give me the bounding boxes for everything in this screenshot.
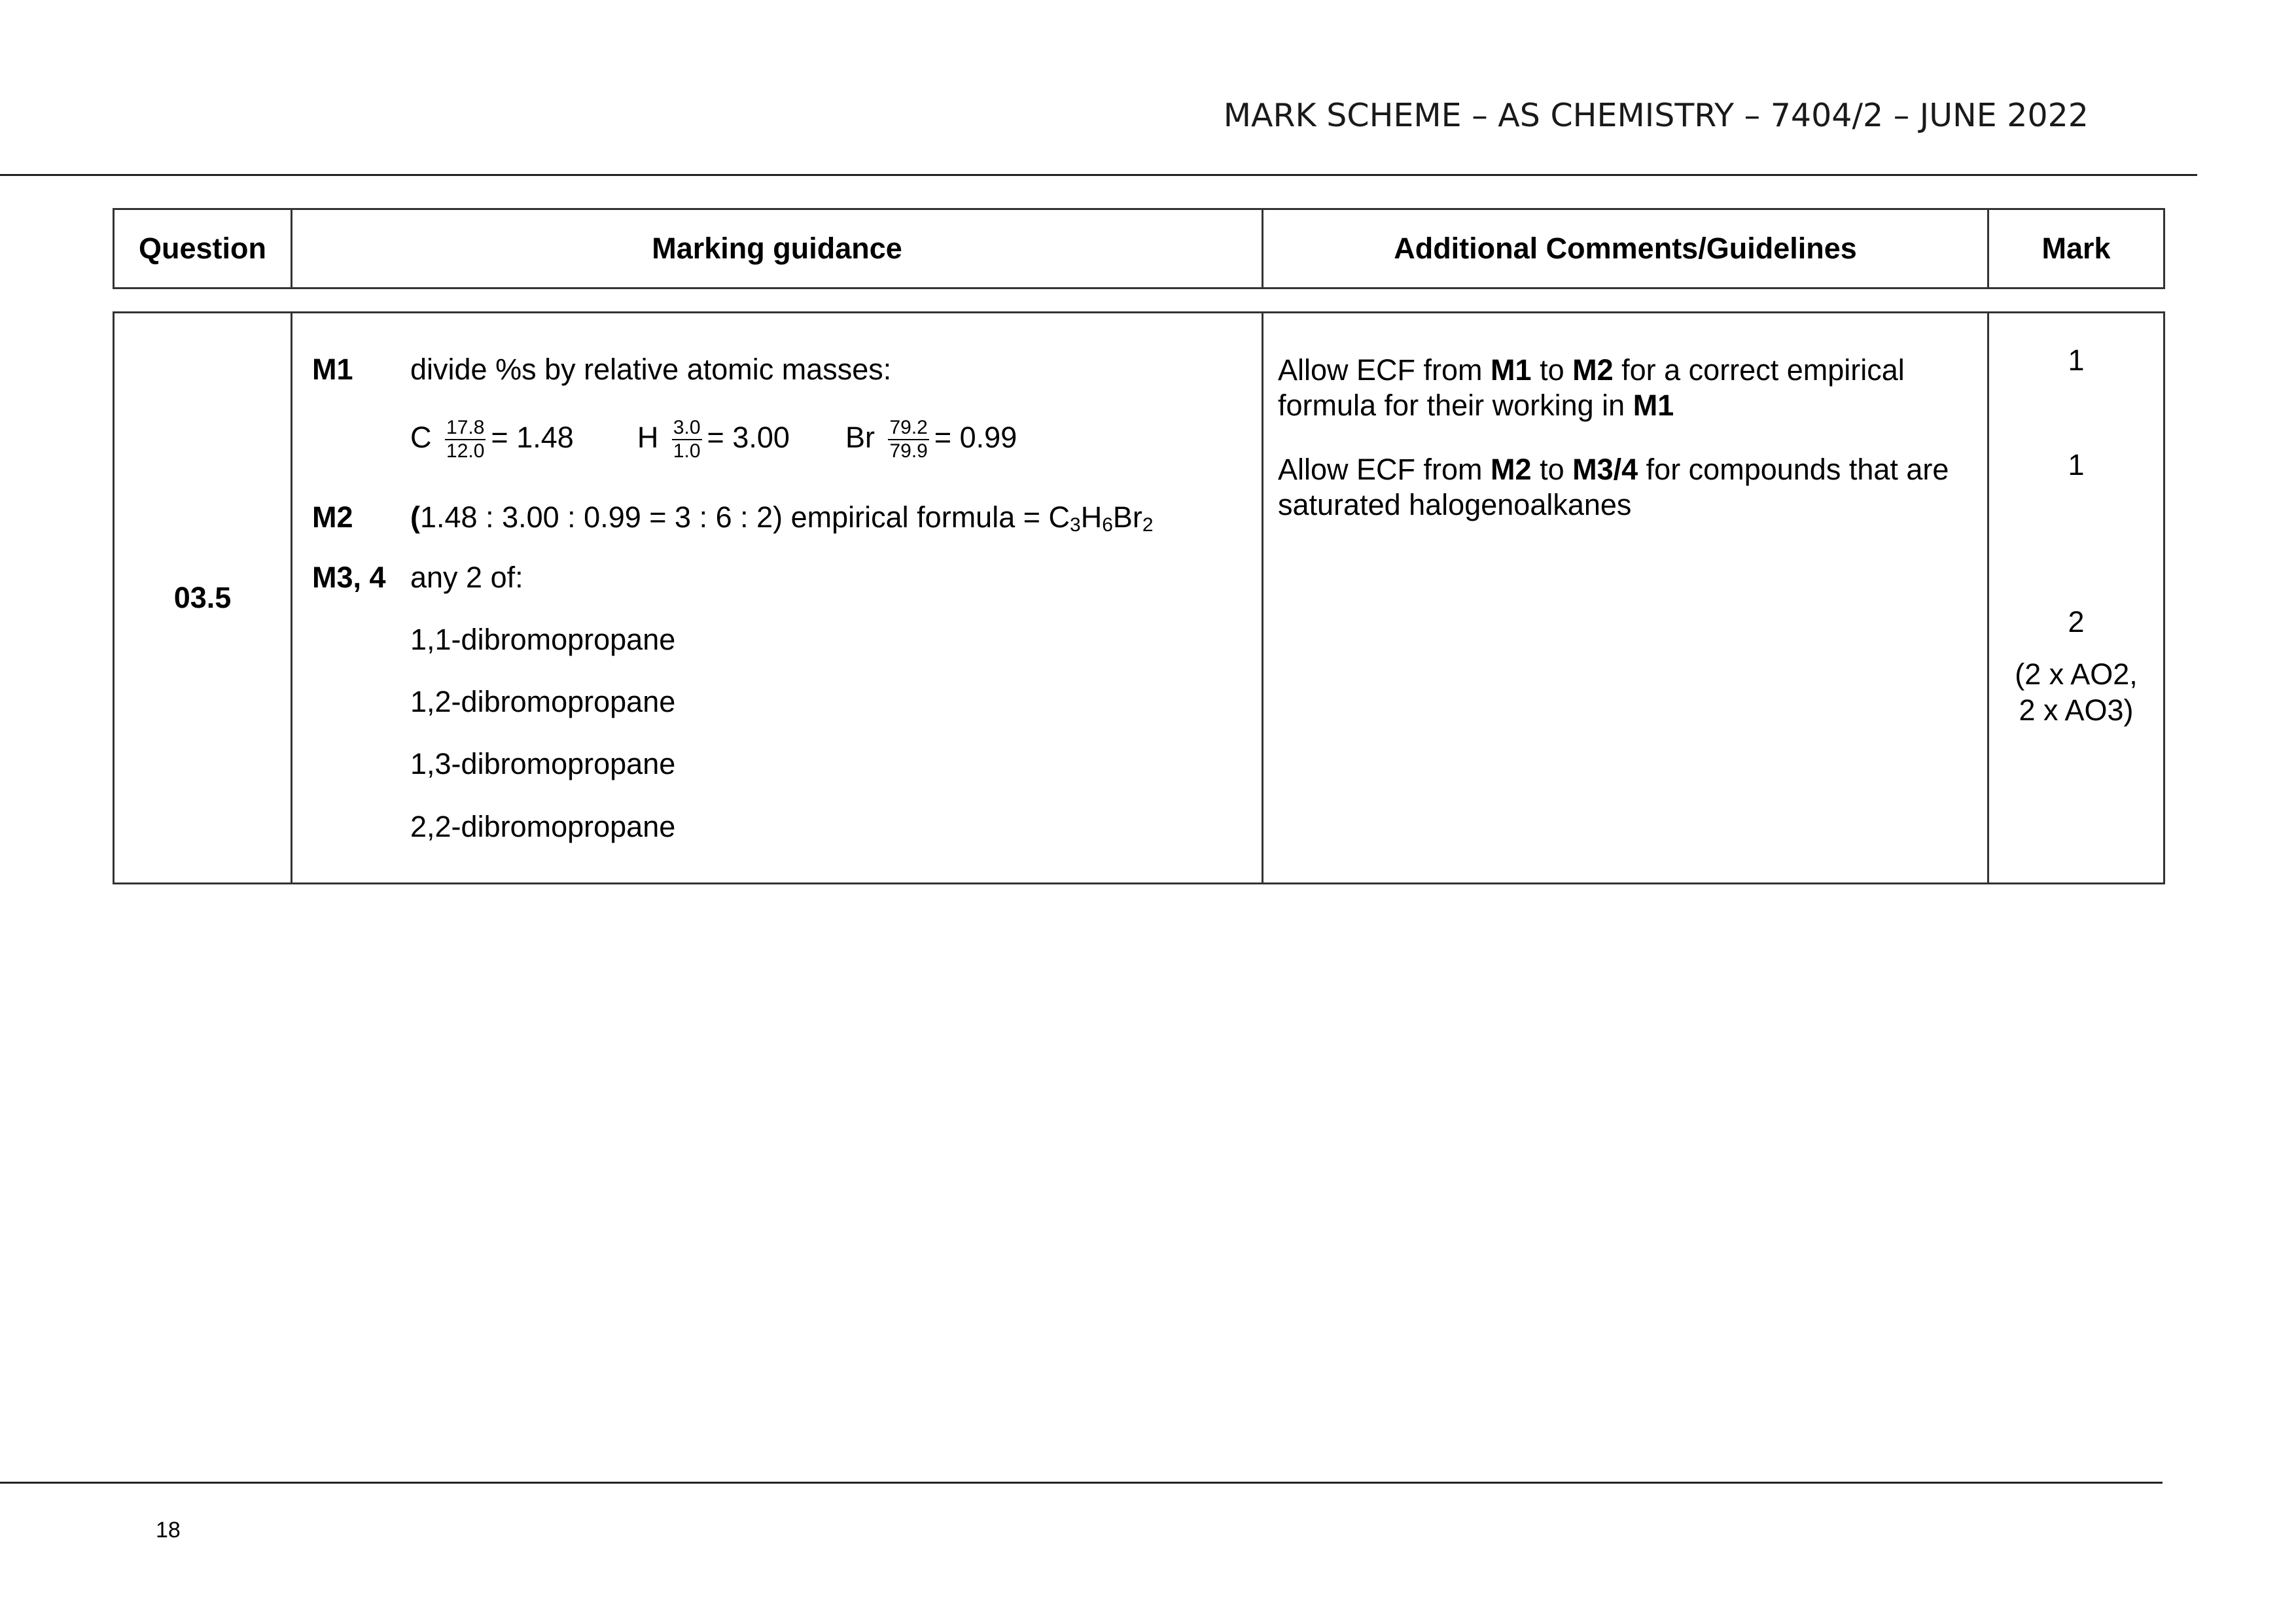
comment-ecf-m1-m2: Allow ECF from M1 to M2 for a correct empirical formula for their working in M1 [1278, 353, 1905, 422]
list-item: 2,2-dibromopropane [410, 810, 676, 843]
bromine-numerator: 79.2 [888, 417, 928, 440]
comment-ecf-m2-m34: Allow ECF from M2 to M3/4 for compounds that are saturated halogenoalkanes [1278, 453, 1949, 521]
m2-sub-hydrogen: 6 [1102, 514, 1113, 536]
question-number: 03.5 [114, 313, 292, 884]
bromine-result: = 0.99 [934, 420, 1017, 454]
m34-label: M3, 4 [312, 561, 386, 594]
m34-text: any 2 of: [410, 561, 523, 594]
column-header-table [113, 208, 2165, 289]
mark-ao-line2: 2 x AO3) [2019, 693, 2134, 727]
hydrogen-fraction [672, 417, 702, 462]
carbon-numerator: 17.8 [445, 417, 486, 440]
page-header-title: MARK SCHEME – AS CHEMISTRY – 7404/2 – JUNE 2022 [1223, 97, 2089, 134]
list-item: 1,3-dibromopropane [410, 747, 676, 780]
hydrogen-result: = 3.00 [707, 420, 790, 454]
header-marking-guidance: Marking guidance [292, 209, 1263, 288]
m2-ratio-text: 1.48 : 3.00 : 0.99 = 3 : 6 : 2) empirical formula = C [420, 500, 1070, 534]
m2-bromine: Br [1112, 500, 1142, 534]
hydrogen-denominator: 1.0 [673, 440, 701, 462]
additional-comments-cell [1263, 313, 1988, 884]
mark-cell [1988, 313, 2164, 884]
header-rule [0, 174, 2197, 176]
list-item: 1,1-dibromopropane [410, 623, 676, 656]
m2-sub-carbon: 3 [1070, 514, 1081, 536]
page-number: 18 [156, 1518, 181, 1543]
marking-table [113, 311, 2165, 884]
header-additional-comments: Additional Comments/Guidelines [1263, 209, 1988, 288]
mark-ao-line1: (2 x AO2, [2015, 657, 2138, 691]
hydrogen-symbol: H [637, 420, 659, 454]
m2-sub-bromine: 2 [1142, 514, 1154, 536]
m2-hydrogen: H [1080, 500, 1103, 534]
mark-m2: 1 [2068, 448, 2085, 481]
bromine-fraction [888, 417, 928, 462]
hydrogen-numerator: 3.0 [672, 417, 702, 440]
carbon-denominator: 12.0 [446, 440, 485, 462]
m2-label: M2 [312, 500, 353, 534]
list-item: 1,2-dibromopropane [410, 685, 676, 718]
mark-m34: 2 [2068, 605, 2085, 638]
header-question: Question [114, 209, 292, 288]
header-mark: Mark [1988, 209, 2164, 288]
m2-open-paren: ( [410, 500, 420, 534]
m1-text: divide %s by relative atomic masses: [410, 353, 892, 386]
carbon-fraction [445, 417, 486, 462]
carbon-symbol: C [410, 420, 432, 454]
m2-text [410, 500, 1154, 534]
table-row [114, 313, 2164, 884]
m1-label: M1 [312, 353, 353, 386]
marking-guidance-cell [292, 313, 1263, 884]
calculation-line [410, 417, 1017, 462]
footer-rule [0, 1482, 2163, 1484]
mark-m1: 1 [2068, 343, 2085, 377]
bromine-symbol: Br [845, 420, 875, 454]
bromine-denominator: 79.9 [889, 440, 928, 462]
carbon-result: = 1.48 [491, 420, 574, 454]
